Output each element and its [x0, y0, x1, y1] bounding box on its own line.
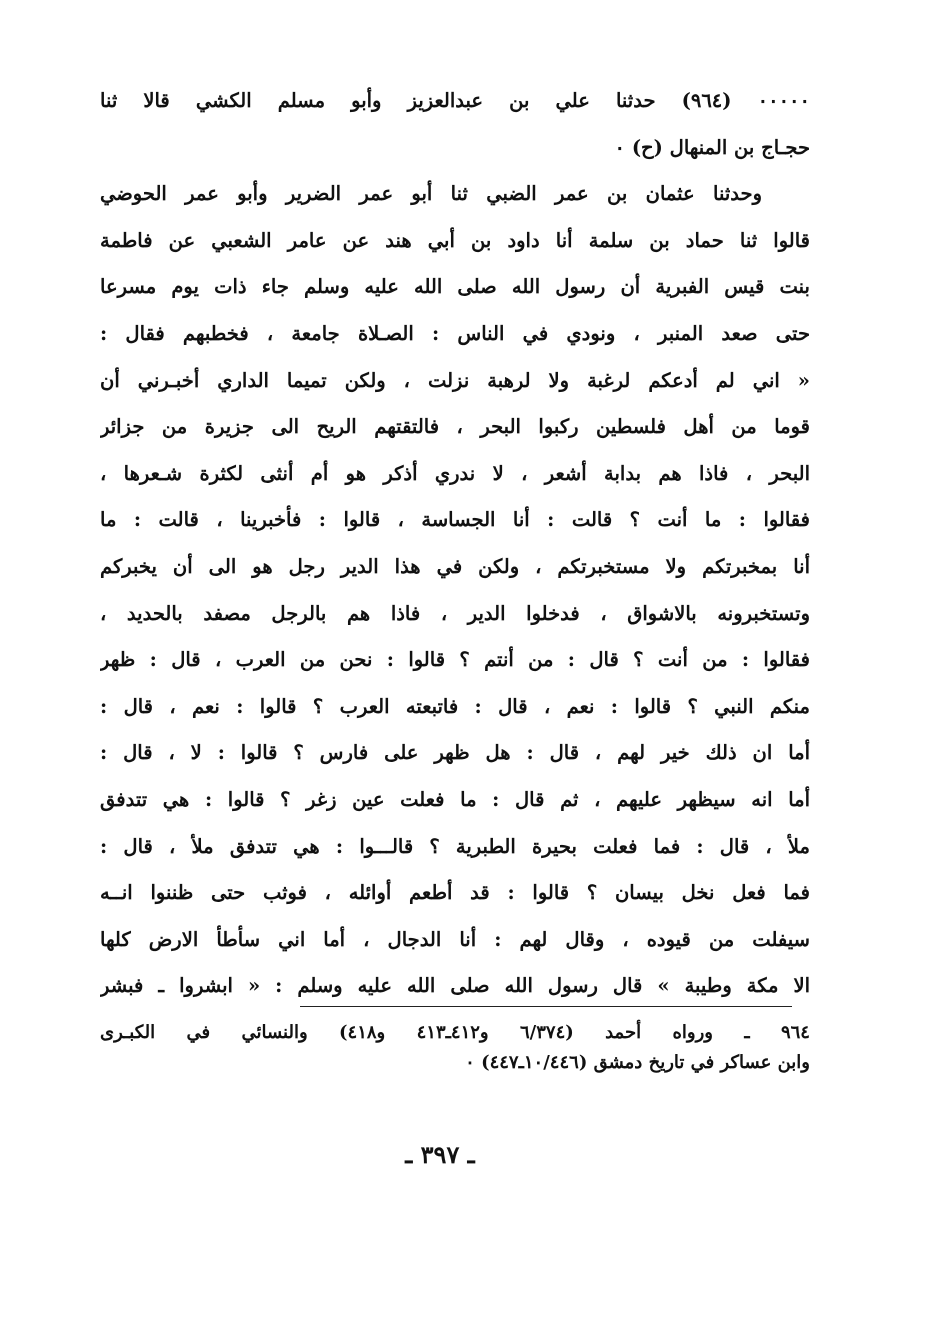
text-line: سيفلت من قيوده ، وقال لهم : أنا الدجال ، أما اني سأطأ الارض كلها: [100, 927, 810, 951]
text-line: أما انه سيظهر عليهم ، ثم قال : ما فعلت عين زغر ؟ قالوا : هي تتدفق: [100, 787, 810, 811]
footnote-line: ٩٦٤ ـ ورواه أحمد (٦/٣٧٤ و٤١٢ـ٤١٣ و٤١٨) والنسائي في الكبـرى: [100, 1022, 810, 1043]
text-line: ملأ ، قال : فما فعلت بحيرة الطبرية ؟ قالـــوا : هي تتدفق ملأ ، قال :: [100, 834, 810, 858]
text-line: فقالوا : ما أنت ؟ قالت : أنا الجساسة ، قالوا : فأخبرينا ، قالت : ما: [100, 508, 810, 532]
text-line: فما فعل نخل بيسان ؟ قالوا : قد أطعم أوائله ، فوثب حتى ظننوا انــه: [100, 881, 810, 905]
text-line: حجـاج بن المنهال (ح) ٠: [614, 135, 810, 159]
main-text-block: [100, 78, 810, 1010]
footnote-divider: [300, 1006, 792, 1007]
text-line: فقالوا : من أنت ؟ قال : من أنتم ؟ قالوا : نحن من العرب ، قال : ظهر: [100, 648, 810, 672]
text-line: وحدثنا عثمان بن عمر الضبي ثنا أبو عمر الضرير وأبو عمر الحوضي: [100, 182, 762, 206]
text-line: بنت قيس الفبرية أن رسول الله صلى الله عليه وسلم جاء ذات يوم مسرعا: [100, 275, 810, 299]
text-line: قوما من أهل فلسطين ركبوا البحر ، فالتقتهم الريح الى جزيرة من جزائر: [100, 415, 810, 439]
text-line: ٠٠٠٠٠ (٩٦٤) حدثنا علي بن عبدالعزيز وأبو مسلم الكشي قالا ثنا: [100, 89, 810, 112]
text-line: حتى صعد المنبر ، ونودي في الناس : الصـلاة جامعة ، فخطبهم فقال :: [100, 321, 810, 345]
text-line: منكم النبي ؟ قالوا : نعم ، قال : فاتبعته العرب ؟ قالوا : نعم ، قال :: [100, 694, 810, 718]
text-line: أنا بمخبرتكم ولا مستخبرتكم ، ولكن في هذا الدير رجل هو الى أن يخبركم: [100, 554, 810, 578]
page-number: ـ ٣٩٧ ـ: [405, 1140, 475, 1169]
footnote-line: وابن عساكر في تاريخ دمشق (١٠/٤٤٦ـ٤٤٧) ٠: [465, 1052, 810, 1073]
text-line: قالوا ثنا حماد بن سلمة أنا داود بن أبي هند عن عامر الشعبي عن فاطمة: [100, 228, 810, 252]
text-line: أما ان ذلك خير لهم ، قال : هل ظهر على فارس ؟ قالوا : لا ، قال :: [100, 741, 810, 765]
text-line: الا مكة وطيبة » قال رسول الله صلى الله عليه وسلم : « ابشروا ـ فبشر: [100, 974, 810, 998]
text-line: « اني لم أدعكم لرغبة ولا لرهبة نزلت ، ولكن تميما الداري أخبـرني أن: [100, 368, 810, 392]
text-line: وتستخبرونه بالاشواق ، فدخلوا الدير ، فاذا هم بالرجل مصفد بالحديد ،: [100, 601, 810, 625]
text-line: البحر ، فاذا هم بدابة أشعر ، لا ندري أذكر هو أم أنثى لكثرة شـعرها ،: [100, 461, 810, 485]
footnote-block: [100, 1018, 810, 1078]
